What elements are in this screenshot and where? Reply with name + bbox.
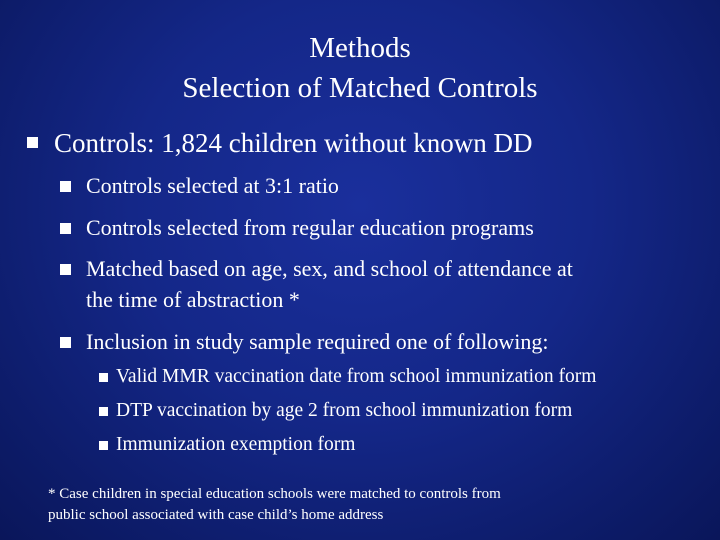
footnote-line-1: * Case children in special education schools were matched to controls from	[48, 486, 501, 502]
main-bullet: Controls: 1,824 children without known DD	[54, 128, 533, 158]
square-bullet-icon	[99, 441, 108, 450]
sub-bullet-inclusion: Inclusion in study sample required one of following:	[86, 329, 549, 354]
sub-sub-bullet-mmr: Valid MMR vaccination date from school immunization form	[116, 366, 597, 387]
square-bullet-icon	[60, 223, 71, 234]
sub-bullet-regular-education: Controls selected from regular education programs	[86, 215, 534, 240]
square-bullet-icon	[60, 337, 71, 348]
slide-title	[0, 28, 720, 108]
square-bullet-icon	[99, 373, 108, 382]
sub-bullet-matched-cont: the time of abstraction *	[86, 287, 300, 312]
square-bullet-icon	[99, 407, 108, 416]
sub-sub-bullet-dtp: DTP vaccination by age 2 from school immunization form	[116, 400, 573, 421]
sub-sub-bullet-exemption: Immunization exemption form	[116, 434, 356, 455]
square-bullet-icon	[60, 181, 71, 192]
square-bullet-icon	[60, 264, 71, 275]
title-line-2: Selection of Matched Controls	[182, 72, 538, 104]
footnote-line-2: public school associated with case child’s home address	[48, 507, 384, 523]
sub-bullet-ratio: Controls selected at 3:1 ratio	[86, 173, 339, 198]
footnote	[48, 484, 688, 526]
sub-bullet-matched: Matched based on age, sex, and school of attendance at	[86, 256, 573, 281]
title-line-1: Methods	[309, 32, 411, 64]
square-bullet-icon	[27, 137, 38, 148]
